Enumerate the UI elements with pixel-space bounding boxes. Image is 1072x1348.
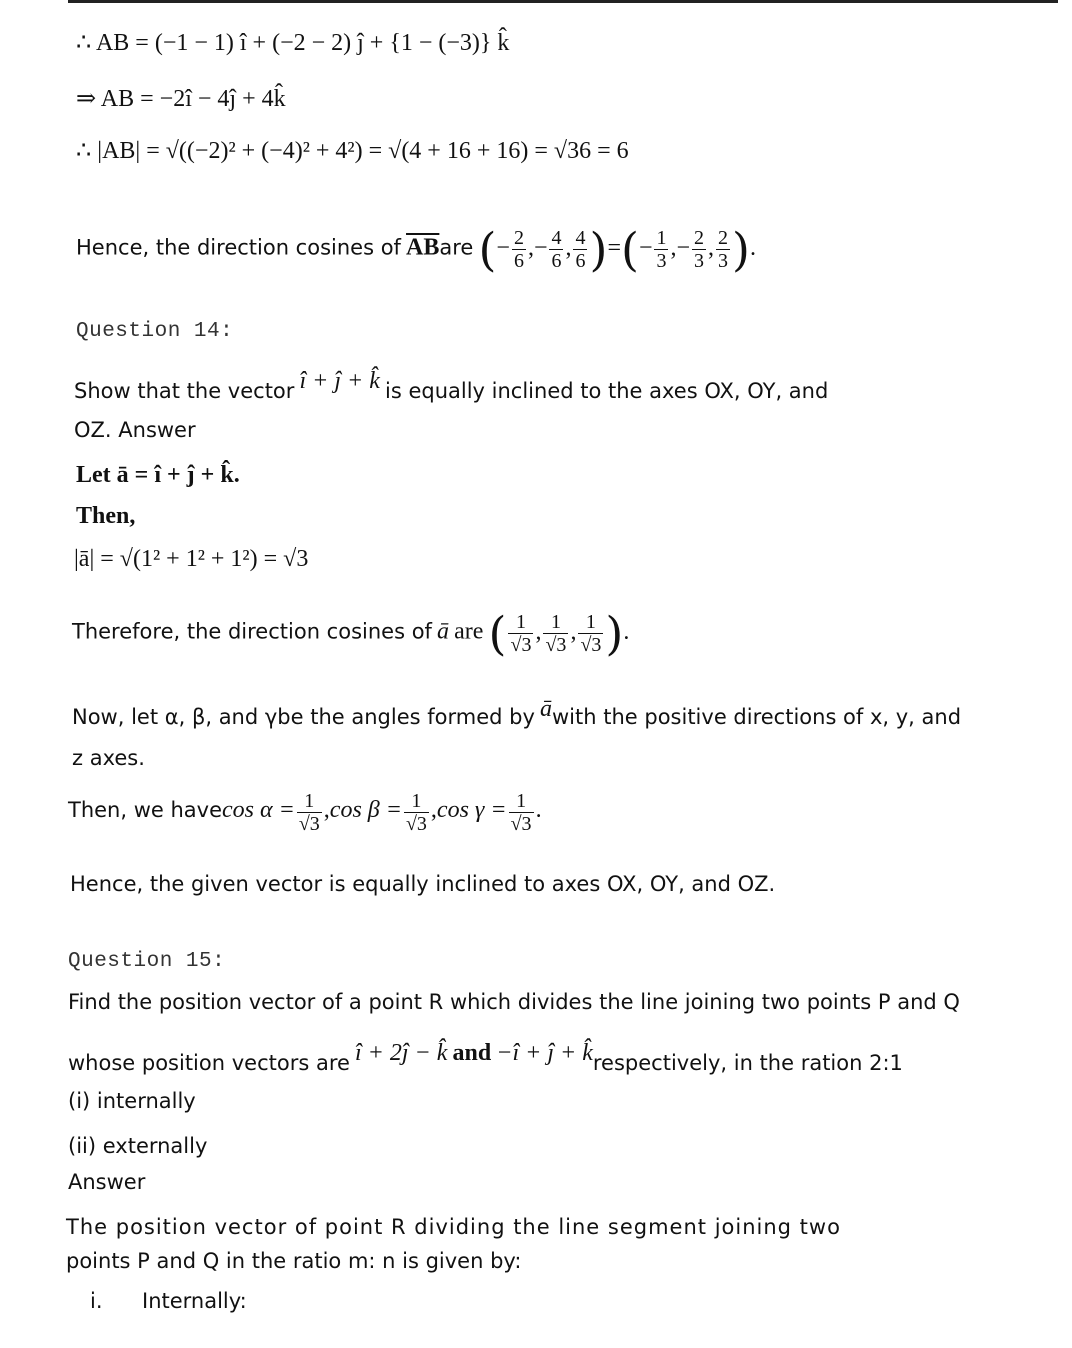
q14-question-vector: î + ĵ + k̂	[299, 368, 380, 394]
derivation-line-3: ∴ |AB| = √((−2)² + (−4)² + 4²) = √(4 + 16 + 16) = √36 = 6	[76, 138, 629, 164]
q15-question-line1: Find the position vector of a point R which divides the line joining two points P and Q	[68, 990, 960, 1014]
q13-dc-expression: (− $\frac{2}{6}$ ,− $\frac{4}{6}$ , $\frac{4}{6}$ )=(− $\frac{1}{3}$ ,− $\frac{2}{3}$ , $\frac{2}{3}$ ).	[478, 222, 756, 276]
q15-vector-2: −î + ĵ + k̂	[496, 1040, 593, 1066]
q15-part-ii: (ii) externally	[68, 1134, 208, 1158]
q14-angles-line2: z axes.	[72, 746, 145, 770]
frac: $\frac{2}{6}$	[513, 226, 524, 272]
q15-part-i: (i) internally	[68, 1089, 196, 1113]
q15-answer-line1: The position vector of point R dividing the line segment joining two	[66, 1215, 841, 1239]
q14-cosines: Then, we havecos α = $\frac{1}{√3}$ ,cos β = $\frac{1}{√3}$ ,cos γ = $\frac{1}{√3}$ .	[68, 790, 542, 835]
q14-heading: Question 14:	[76, 320, 234, 343]
q14-dc-expression: ( $\frac{1}{√3}$ , $\frac{1}{√3}$ , $\frac{1}{√3}$ ).	[488, 606, 630, 660]
q13-conclusion	[76, 222, 756, 276]
q14-question-line1: Show that the vector î + ĵ + k̂ is equally inclined to the axes OX, OY, and	[74, 368, 829, 403]
q14-direction-cosines: Therefore, the direction cosines of ā are ( $\frac{1}{√3}$ , $\frac{1}{√3}$ , $\frac{1}{√3}$ ).	[72, 606, 630, 660]
q14-conclusion: Hence, the given vector is equally inclined to axes OX, OY, and OZ.	[70, 872, 776, 896]
q13-vector-ab: $\overline{AB}$	[406, 234, 440, 261]
q14-magnitude: |ā| = √(1² + 1² + 1²) = √3	[74, 546, 309, 572]
vector-a: ā	[437, 618, 450, 645]
derivation-line-2: ⇒ AB = −2î − 4ĵ + 4k̂	[76, 86, 286, 112]
q15-list-marker: i.	[90, 1289, 103, 1313]
q15-vector-1: î + 2ĵ − k̂	[355, 1040, 448, 1066]
derivation-line-1: ∴ AB = (−1 − 1) î + (−2 − 2) ĵ + {1 − (−3)} k̂	[76, 30, 510, 56]
q14-question-line2: OZ. Answer	[74, 418, 196, 442]
q15-list-item-internally: Internally:	[142, 1289, 247, 1313]
q15-answer-line2: points P and Q in the ratio m: n is given by:	[66, 1249, 522, 1273]
q15-heading: Question 15:	[68, 950, 226, 973]
q14-let: Let ā = î + ĵ + k̂.	[76, 462, 240, 488]
q15-question-line2: whose position vectors are î + 2ĵ − k̂ and −î + ĵ + k̂respectively, in the ration 2:1	[68, 1040, 903, 1075]
q13-are: are	[439, 235, 474, 260]
q14-angles-line1: Now, let α, β, and γbe the angles formed by āwith the positive directions of x, y, and	[72, 696, 962, 729]
q13-conclusion-text: Hence, the direction cosines of	[76, 235, 401, 260]
q14-then: Then,	[76, 503, 136, 529]
top-rule	[68, 0, 1058, 3]
q15-answer-label: Answer	[68, 1170, 146, 1194]
